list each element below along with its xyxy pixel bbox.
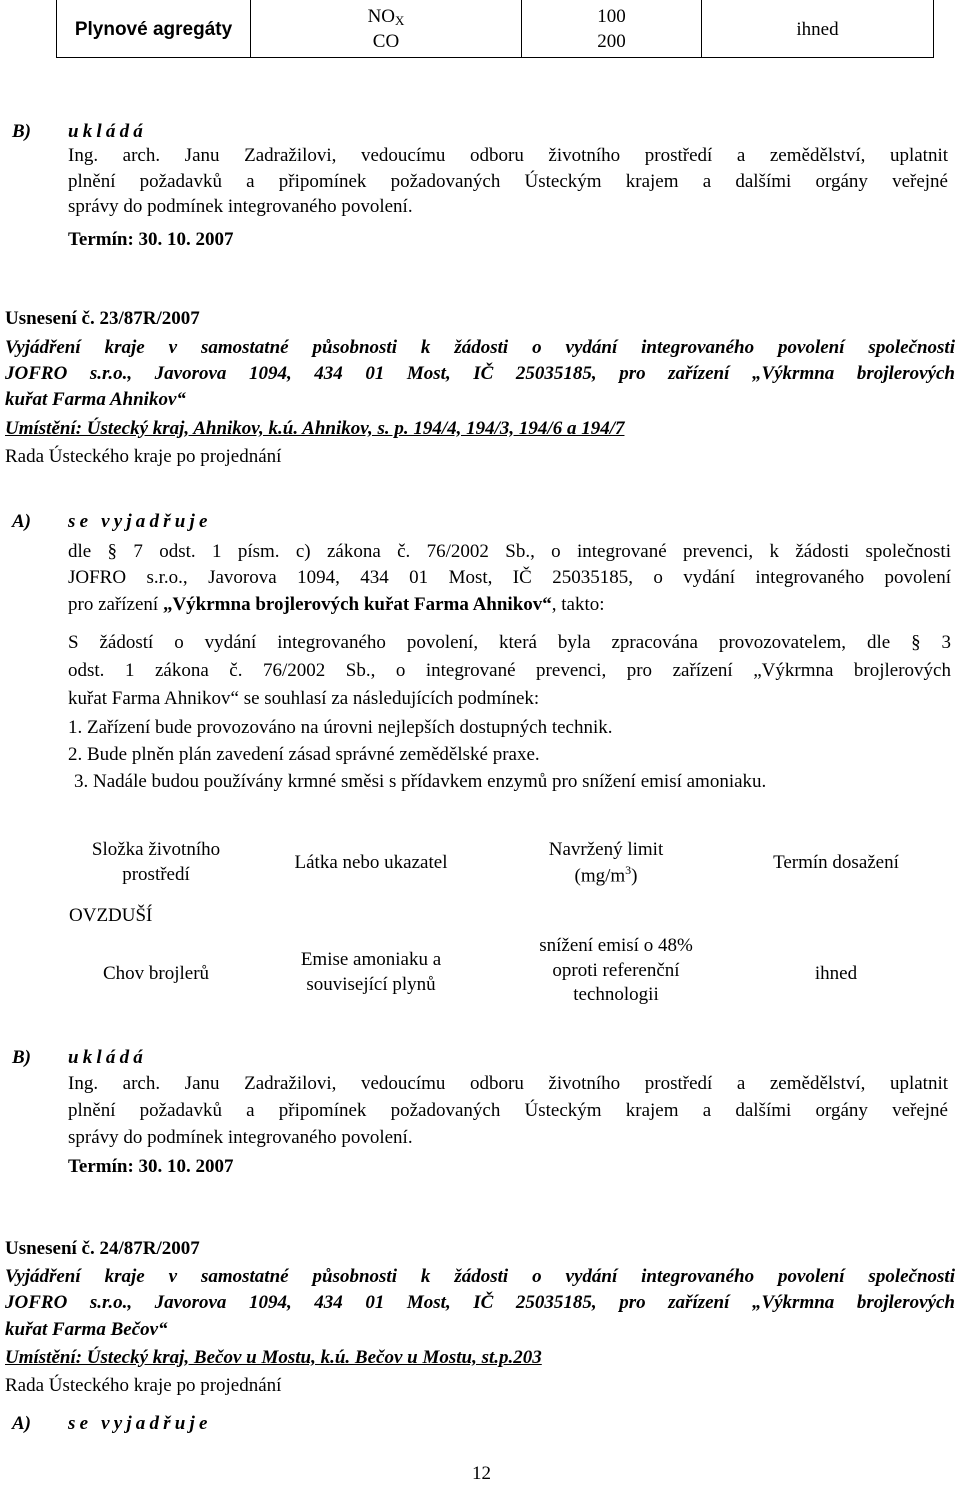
res23-p3-pre: pro zařízení (68, 594, 163, 615)
co-label: CO (372, 30, 400, 52)
th-limit-unit: $(mg/m^3)$ (574, 862, 638, 887)
agregaty-label: Plynové agregáty (74, 19, 233, 40)
b1-label: B) (12, 121, 31, 142)
res23-subject-2: JOFRO s.r.o., Javorova 1094, 434 01 Most, IČ 25035185, pro zařízení „Výkrmna brojlerových (5, 363, 955, 384)
nox-label: NO (367, 6, 396, 27)
th-term: Termín dosažení (773, 852, 899, 873)
res24-subject-3: kuřat Farma Bečov“ (5, 1319, 168, 1340)
b2-line3: správy do podmínek integrovaného povolení. (68, 1127, 413, 1148)
res24-title: Usnesení č. 24/87R/2007 (5, 1238, 200, 1259)
b2-label: B) (12, 1047, 31, 1068)
b2-line1: Ing. arch. Janu Zadražilovi, vedoucímu odboru životního prostředí a zemědělství, uplatnit (68, 1073, 948, 1094)
b1-termin: Termín: 30. 10. 2007 (68, 229, 234, 250)
res23-p2: JOFRO s.r.o., Javorova 1094, 434 01 Most, IČ 25035185, o vydání integrovaného povolení (68, 567, 951, 588)
b1-verb: ukládá (68, 121, 147, 142)
td-substance: Emise amoniaku a související plynů (300, 949, 442, 995)
res23-condition-1: 1. Zařízení bude provozováno na úrovni nejlepších dostupných technik. (68, 717, 613, 738)
res23-p1: dle § 7 odst. 1 písm. c) zákona č. 76/2002 Sb., o integrované prevenci, k žádosti společnosti (68, 541, 951, 562)
td-term: ihned (814, 963, 858, 984)
limit-cell (522, 5, 701, 54)
res24-location: Umístění: Ústecký kraj, Bečov u Mostu, k.ú. Bečov u Mostu, st.p.203 (5, 1347, 542, 1368)
res23-location: Umístění: Ústecký kraj, Ahnikov, k.ú. Ahnikov, s. p. 194/4, 194/3, 194/6 a 194/7 (5, 418, 625, 439)
limit-200: 200 (597, 30, 626, 52)
res23-a-label: A) (12, 511, 31, 532)
th-component: Složka životního prostředí (91, 839, 221, 885)
res24-a-label: A) (12, 1413, 31, 1434)
res23-condition-2: 2. Bude plněn plán zavedení zásad správné zemědělské praxe. (68, 744, 540, 765)
res23-condition-3: 3. Nadále budou používány krmné směsi s přídavkem enzymů pro snížení emisí amoniaku. (74, 771, 767, 792)
td-source: Chov brojlerů (102, 963, 210, 984)
res23-rada: Rada Ústeckého kraje po projednání (5, 446, 282, 467)
res24-subject-1: Vyjádření kraje v samostatné působnosti k žádosti o vydání integrovaného povolení společnosti (5, 1266, 955, 1287)
th-limit-label: Navržený limit (548, 839, 664, 860)
res23-a-verb: se vyjadřuje (68, 511, 212, 532)
b2-line2: plnění požadavků a připomínek požadovaných Ústeckým krajem a dalšími orgány veřejné (68, 1100, 948, 1121)
th-substance: Látka nebo ukazatel (294, 852, 448, 873)
b1-line1: Ing. arch. Janu Zadražilovi, vedoucímu odboru životního prostředí a zemědělství, uplatnit (68, 145, 948, 166)
res23-p3-facility: „Výkrmna brojlerových kuřat Farma Ahnikov“ (162, 594, 552, 615)
res23-subject-1: Vyjádření kraje v samostatné působnosti k žádosti o vydání integrovaného povolení společnosti (5, 337, 955, 358)
term-ihned: ihned (796, 19, 839, 40)
res23-q2: odst. 1 zákona č. 76/2002 Sb., o integrované prevenci, pro zařízení „Výkrmna brojlerových (68, 660, 951, 681)
res24-a-verb: se vyjadřuje (68, 1413, 212, 1434)
limits-table (56, 0, 934, 58)
res23-subject-3: kuřat Farma Ahnikov“ (5, 389, 186, 410)
page-number: 12 (472, 1463, 491, 1484)
emission-table (56, 830, 936, 1030)
res23-q3: kuřat Farma Ahnikov“ se souhlasí za následujících podmínek: (68, 688, 540, 709)
th-limit (496, 838, 716, 889)
res23-title: Usnesení č. 23/87R/2007 (5, 308, 200, 329)
res23-q1: S žádostí o vydání integrovaného povolení, která byla zpracována provozovatelem, dle § 3 (68, 632, 951, 653)
limit-100: 100 (597, 6, 626, 27)
nox-sub: X (395, 13, 405, 28)
res23-p3-post: , takto: (551, 594, 605, 615)
b2-termin: Termín: 30. 10. 2007 (68, 1156, 234, 1177)
b2-verb: ukládá (68, 1047, 147, 1068)
res24-subject-2: JOFRO s.r.o., Javorova 1094, 434 01 Most, IČ 25035185, pro zařízení „Výkrmna brojlerových (5, 1292, 955, 1313)
td-limit: snížení emisí o 48% oproti referenční technologii (539, 935, 693, 1006)
res23-p3 (68, 594, 605, 616)
b1-line2: plnění požadavků a připomínek požadovaných Ústeckým krajem a dalšími orgány veřejné (68, 171, 948, 192)
section-ovzdusi: OVZDUŠÍ (69, 905, 153, 926)
res24-rada: Rada Ústeckého kraje po projednání (5, 1375, 282, 1396)
b1-line3: správy do podmínek integrovaného povolení. (68, 196, 413, 217)
pollutant-cell (251, 5, 521, 55)
